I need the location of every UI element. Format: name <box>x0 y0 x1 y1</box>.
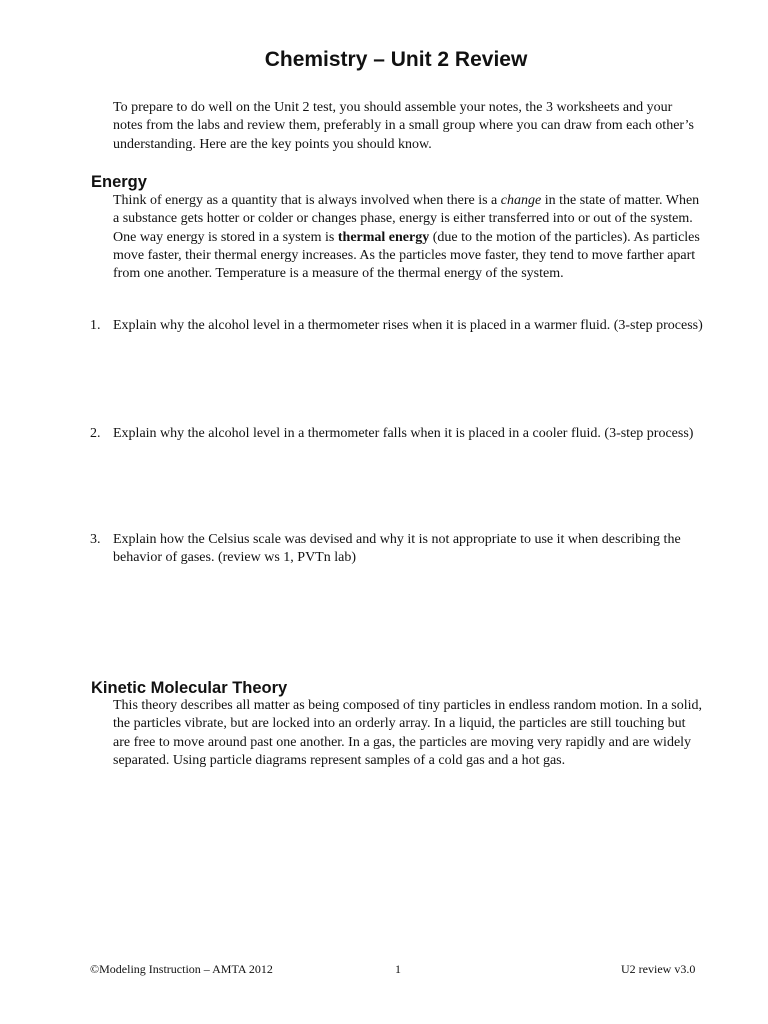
intro-paragraph: To prepare to do well on the Unit 2 test, you should assemble your notes, the 3 worksheets and your notes from the labs and review them, preferably in a small group where you can draw from each other’s understanding. Here are the key points you should know. <box>113 100 694 152</box>
footer-version: U2 review v3.0 <box>621 962 696 976</box>
question-number: 1. <box>90 318 101 333</box>
question-item-3 <box>90 531 705 568</box>
energy-paragraph <box>113 192 703 283</box>
kmt-paragraph: This theory describes all matter as being composed of tiny particles in endless random motion. In a solid, the particles vibrate, but are locked into an orderly array. In a liquid, the particles are still touching but are free to move around past one another. In a gas, the particles are moving very rapidly and are widely separated. Using particle diagrams represent samples of a cold gas and a hot gas. <box>113 698 703 768</box>
question-number: 3. <box>90 532 101 547</box>
page-title: Chemistry – Unit 2 Review <box>264 48 528 71</box>
question-text: Explain why the alcohol level in a thermometer rises when it is placed in a warmer fluid. (3-step process) <box>113 318 703 333</box>
question-item-1 <box>90 317 705 335</box>
section-heading-kinetic-molecular-theory: Kinetic Molecular Theory <box>91 679 288 697</box>
energy-strong-term: thermal energy <box>337 229 430 245</box>
energy-text-1: Think of energy as a quantity that is always involved when there is a <box>113 193 501 208</box>
footer-page-number: 1 <box>395 962 401 976</box>
section-heading-energy: Energy <box>91 173 147 191</box>
energy-emphasis: change <box>500 193 542 208</box>
footer-copyright: ©Modeling Instruction – AMTA 2012 <box>90 962 273 976</box>
question-text: Explain how the Celsius scale was devised and why it is not appropriate to use it when describing the behavior of gases. (review ws 1, PVTn lab) <box>113 532 681 566</box>
question-item-2 <box>90 425 705 443</box>
energy-text-2: in the state of matter. When a substance gets hotter or colder or changes phase, energy is either transferred into or out of the system. One way energy is stored in a system is <box>113 193 700 245</box>
question-text: Explain why the alcohol level in a thermometer falls when it is placed in a cooler fluid. (3-step process) <box>113 426 694 441</box>
energy-text-3: (due to the motion of the particles). As particles move faster, their thermal energy increases. As the particles move faster, they tend to move farther apart from one another. Temperature is a measure of the thermal energy of the system. <box>113 229 700 282</box>
question-number: 2. <box>90 426 101 441</box>
